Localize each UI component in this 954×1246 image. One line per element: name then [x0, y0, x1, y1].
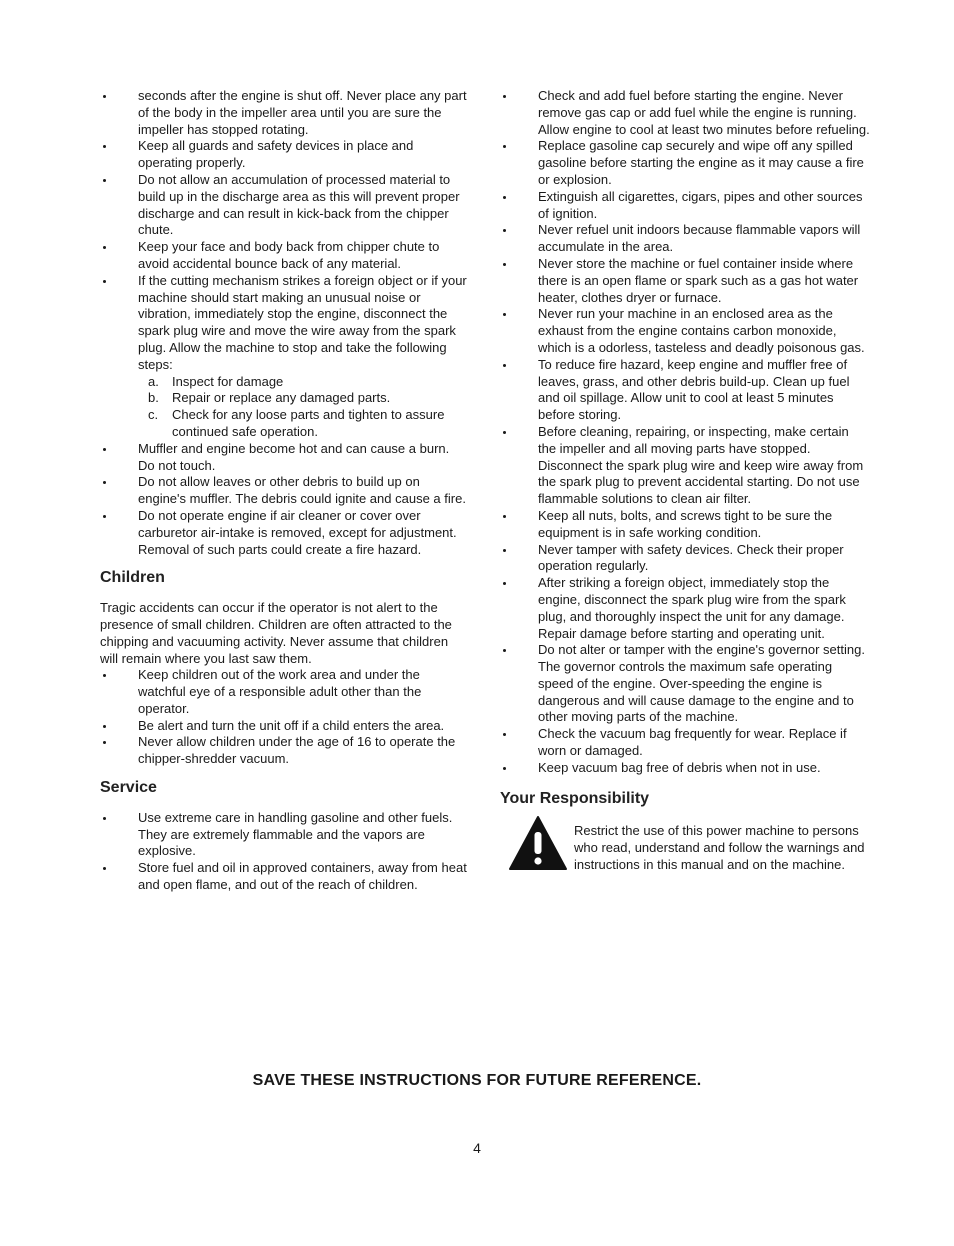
service-heading: Service	[100, 779, 157, 797]
footer-title: SAVE THESE INSTRUCTIONS FOR FUTURE REFERENCE.	[252, 1072, 702, 1089]
responsibility-text: Restrict the use of this power machine to persons who read, understand and follow the warnings and instructions in this manual and on the machine.	[574, 823, 865, 873]
left-column	[100, 88, 468, 894]
list-item: Use extreme care in handling gasoline and other fuels. They are extremely flammable and the vapors are explosive.	[100, 810, 468, 860]
list-item: Do not allow an accumulation of processed material to build up in the discharge area as this will prevent proper discharge and can result in kick-back from the chipper chute.	[100, 172, 468, 239]
list-item: Never refuel unit indoors because flammable vapors will accumulate in the area.	[500, 222, 870, 256]
step-item	[138, 390, 468, 407]
list-item: Keep your face and body back from chipper chute to avoid accidental bounce back of any material.	[100, 239, 468, 273]
right-column	[500, 88, 870, 874]
list-item: Do not operate engine if air cleaner or cover over carburetor air-intake is removed, except for adjustment. Removal of such parts could create a fire hazard.	[100, 508, 468, 558]
page-number: 4	[473, 1140, 481, 1156]
list-item: Keep all nuts, bolts, and screws tight to be sure the equipment is in safe working condition.	[500, 508, 870, 542]
service-bullet-list	[100, 810, 468, 894]
list-item: Muffler and engine become hot and can cause a burn. Do not touch.	[100, 441, 468, 475]
list-item: Never run your machine in an enclosed area as the exhaust from the engine contains carbon monoxide, which is a odorless, tasteless and deadly poisonous gas.	[500, 306, 870, 356]
list-item: Replace gasoline cap securely and wipe off any spilled gasoline before starting the engine as it may cause a fire or explosion.	[500, 138, 870, 188]
list-item: Keep all guards and safety devices in place and operating properly.	[100, 138, 468, 172]
step-item	[138, 374, 468, 391]
list-item: Store fuel and oil in approved containers, away from heat and open flame, and out of the reach of children.	[100, 860, 468, 894]
list-item: Do not alter or tamper with the engine's governor setting. The governor controls the maximum safe operating speed of the engine. Over-speeding the engine is dangerous and will cause damage to the engine and to other moving parts of the machine.	[500, 642, 870, 726]
step-item	[138, 407, 468, 441]
list-item: Before cleaning, repairing, or inspecting, make certain the impeller and all moving parts have stopped. Disconnect the spark plug wire and keep wire away from the spark plug to prevent accidental starting. Do not use flammable solutions to clean air filter.	[500, 424, 870, 508]
list-item: Do not allow leaves or other debris to build up on engine's muffler. The debris could ignite and cause a fire.	[100, 474, 468, 508]
list-item: Extinguish all cigarettes, cigars, pipes and other sources of ignition.	[500, 189, 870, 223]
list-item: Keep children out of the work area and under the watchful eye of a responsible adult other than the operator.	[100, 667, 468, 717]
left-bullet-list	[100, 88, 468, 558]
step-marker: c.	[148, 407, 159, 423]
children-bullet-list	[100, 667, 468, 768]
responsibility-section	[500, 791, 870, 874]
step-text: Repair or replace any damaged parts.	[172, 390, 391, 406]
step-text: Inspect for damage	[172, 373, 284, 389]
list-item: After striking a foreign object, immediately stop the engine, disconnect the spark plug wire from the spark plug, and thoroughly inspect the unit for any damage. Repair damage before starting and operating unit.	[500, 575, 870, 642]
warning-triangle-icon	[508, 815, 568, 871]
list-item: Never allow children under the age of 16 to operate the chipper-shredder vacuum.	[100, 734, 468, 768]
list-item: Be alert and turn the unit off if a child enters the area.	[100, 718, 468, 735]
list-item: To reduce fire hazard, keep engine and muffler free of leaves, grass, and other debris build-up. Clean up fuel and oil spillage. Allow unit to cool at least 5 minutes before storing.	[500, 357, 870, 424]
children-intro: Tragic accidents can occur if the operator is not alert to the presence of small children. Children are often attracted to the chipping and vacuuming activity. Never assume that children will remain where you last saw them.	[100, 600, 452, 666]
steps-list	[138, 374, 468, 441]
step-marker: a.	[148, 373, 159, 389]
list-item: Never store the machine or fuel container inside where there is an open flame or spark such as a gas hot water heater, clothes dryer or furnace.	[500, 256, 870, 306]
list-item: Never tamper with safety devices. Check their proper operation regularly.	[500, 542, 870, 576]
list-item: Check and add fuel before starting the engine. Never remove gas cap or add fuel while the engine is running. Allow engine to cool at least two minutes before refueling.	[500, 88, 870, 138]
step-marker: b.	[148, 390, 159, 406]
children-heading: Children	[100, 569, 165, 587]
list-item: Check the vacuum bag frequently for wear. Replace if worn or damaged.	[500, 726, 870, 760]
list-item-with-steps	[100, 273, 468, 441]
list-item: Keep vacuum bag free of debris when not in use.	[500, 760, 870, 777]
list-item: seconds after the engine is shut off. Never place any part of the body in the impeller area until you are sure the impeller has stopped rotating.	[100, 88, 468, 138]
right-bullet-list	[500, 88, 870, 777]
step-text: Check for any loose parts and tighten to assure continued safe operation.	[172, 407, 445, 439]
list-item-text: If the cutting mechanism strikes a foreign object or if your machine should start making an unusual noise or vibration, immediately stop the engine, disconnect the spark plug wire and move the wire away from the spark plug. Allow the machine to stop and take the following steps:	[138, 272, 467, 372]
responsibility-heading: Your Responsibility	[500, 789, 650, 807]
